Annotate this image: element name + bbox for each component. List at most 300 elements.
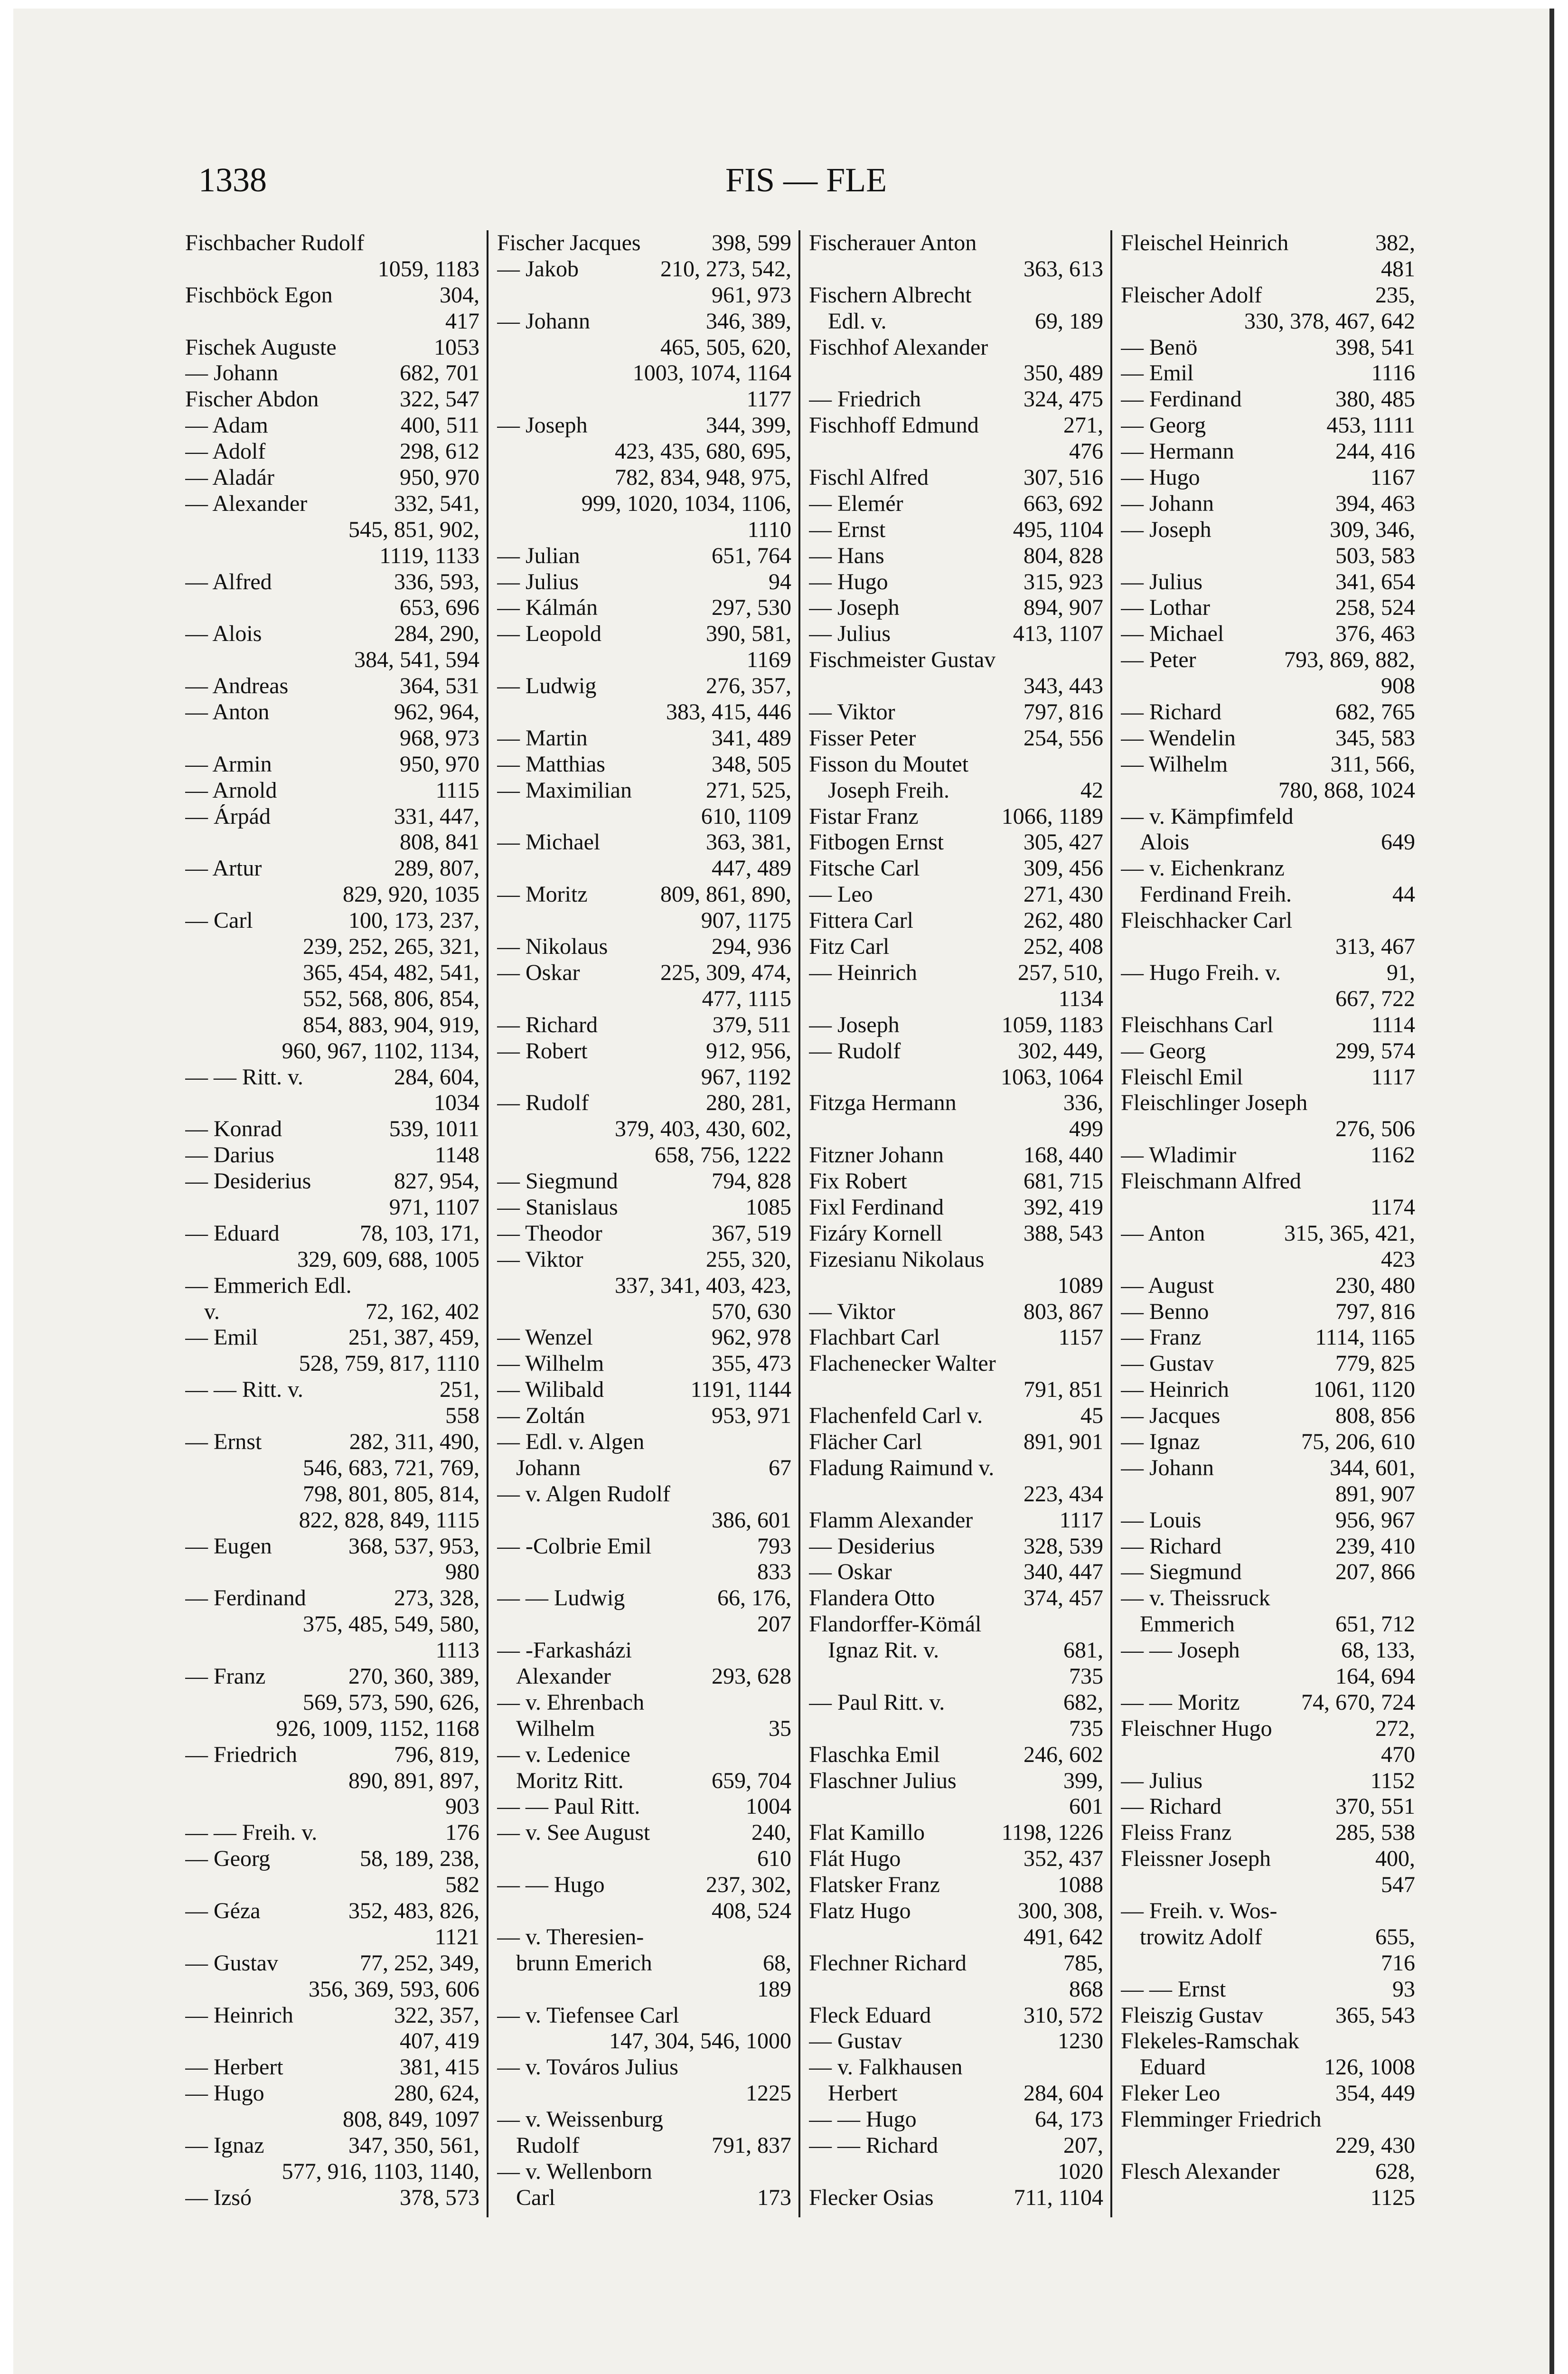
index-entry — [497, 1195, 791, 1221]
entry-page-refs-continued: 164, 694 — [1335, 1663, 1415, 1689]
entry-page-refs-continued: 375, 485, 549, 580, — [303, 1611, 479, 1637]
entry-page-refs: 91, — [1387, 960, 1415, 985]
entry-page-refs: 381, 415 — [400, 2054, 479, 2080]
entry-page-refs: 254, 556 — [1023, 725, 1103, 751]
entry-name: — Jacques — [1121, 1403, 1221, 1429]
index-column-4 — [1121, 230, 1415, 2217]
entry-page-refs-continued: 1110 — [747, 517, 791, 542]
index-entry — [809, 829, 1103, 856]
entry-line — [1121, 413, 1415, 439]
entry-name: — Johann — [1121, 490, 1214, 516]
entry-page-refs-continued: 384, 541, 594 — [354, 647, 479, 673]
entry-name: — Anton — [185, 699, 270, 725]
entry-name: — Ignaz — [1121, 1429, 1200, 1454]
entry-line — [1121, 1065, 1415, 1091]
entry-name: Flechner Richard — [809, 1950, 967, 1976]
index-entry — [809, 1846, 1103, 1872]
entry-page-refs: 322, 547 — [400, 386, 479, 412]
index-entry — [1121, 283, 1415, 335]
entry-name: — Gustav — [809, 2028, 902, 2054]
entry-line — [809, 829, 1103, 856]
entry-line — [497, 752, 791, 778]
index-entry — [497, 1638, 791, 1664]
entry-page-refs: 1116 — [1371, 360, 1415, 386]
index-entry — [497, 1351, 791, 1377]
entry-page-refs-continued: 379, 403, 430, 602, — [615, 1116, 791, 1142]
entry-page-refs: 1117 — [1059, 1507, 1103, 1533]
entry-line — [185, 1664, 479, 1690]
entry-name: Fistar Franz — [809, 803, 919, 829]
entry-line — [1121, 2159, 1415, 2185]
entry-page-refs: 276, 357, — [706, 673, 791, 699]
entry-line — [185, 283, 479, 309]
entry-page-refs-continued: 547 — [1381, 1872, 1415, 1898]
entry-name: — v. Tiefensee Carl — [497, 2002, 679, 2028]
entry-line — [809, 2054, 1103, 2081]
entry-line — [1121, 804, 1415, 830]
entry-page-refs-continued: 968, 973 — [400, 725, 479, 751]
entry-name: Fleiss Franz — [1121, 1820, 1232, 1846]
entry-page-refs: 289, 807, — [394, 856, 479, 881]
entry-page-refs: 341, 489 — [712, 725, 791, 751]
index-entry — [497, 2003, 791, 2055]
entry-name: — Julian — [497, 543, 580, 568]
entry-name: — Konrad — [185, 1116, 282, 1142]
entry-name: — Joseph — [497, 413, 588, 438]
entry-page-refs-continued: 1121 — [434, 1924, 479, 1950]
entry-page-refs: 341, 654 — [1335, 569, 1415, 594]
entry-page-refs-continued: 822, 828, 849, 1115 — [299, 1507, 479, 1533]
entry-line — [1121, 621, 1415, 647]
entry-line — [809, 2003, 1103, 2029]
entry-page-refs-continued: 1169 — [746, 647, 791, 673]
entry-name: — Johann — [497, 308, 590, 334]
index-entry — [185, 1142, 479, 1168]
entry-name: Flachbart Carl — [809, 1325, 940, 1350]
entry-line — [1121, 595, 1415, 621]
entry-page-refs: 284, 604 — [1023, 2081, 1103, 2106]
entry-name: — Benö — [1121, 334, 1198, 360]
entry-name: Johann — [516, 1455, 581, 1480]
entry-line — [809, 778, 1103, 804]
entry-line — [497, 2185, 791, 2211]
entry-name: — Andreas — [185, 673, 289, 699]
entry-page-refs: 68, — [763, 1950, 791, 1976]
entry-name: Fizesianu Nikolaus — [809, 1246, 985, 1272]
entry-page-refs-continued: 960, 967, 1102, 1134, — [282, 1038, 479, 1064]
entry-line — [497, 1455, 791, 1481]
index-entry — [185, 1742, 479, 1820]
entry-line — [809, 882, 1103, 908]
entry-name: Edl. v. — [828, 308, 887, 334]
index-entry — [497, 778, 791, 830]
entry-page-refs: 309, 346, — [1330, 517, 1415, 542]
entry-line — [809, 1820, 1103, 1846]
entry-line — [1121, 1716, 1415, 1742]
index-entry — [1121, 360, 1415, 386]
entry-line — [1121, 1090, 1415, 1116]
entry-line — [185, 1221, 479, 1247]
entry-name: — Richard — [1121, 1794, 1221, 1819]
entry-page-refs: 344, 601, — [1330, 1455, 1415, 1480]
index-entry — [809, 1898, 1103, 1950]
entry-line — [809, 1611, 1103, 1638]
index-entry — [809, 1559, 1103, 1585]
entry-page-refs: 100, 173, 237, — [348, 908, 479, 933]
entry-name: — Michael — [1121, 621, 1224, 647]
entry-page-refs: 779, 825 — [1335, 1351, 1415, 1376]
entry-page-refs-continued: 470 — [1381, 1742, 1415, 1767]
entry-name: — Martin — [497, 725, 588, 751]
entry-page-refs: 305, 427 — [1023, 829, 1103, 855]
entry-name: Fischer Jacques — [497, 230, 641, 255]
entry-page-refs-continued: 477, 1115 — [702, 986, 791, 1011]
entry-page-refs: 355, 473 — [712, 1351, 791, 1376]
entry-line — [809, 1950, 1103, 1977]
entry-name: Fleker Leo — [1121, 2081, 1221, 2106]
entry-line — [1121, 230, 1415, 256]
entry-page-refs: 66, 176, — [717, 1585, 791, 1611]
entry-line — [809, 1638, 1103, 1664]
entry-page-refs: 1162 — [1370, 1142, 1415, 1168]
entry-page-refs: 793 — [757, 1533, 791, 1559]
index-entry — [809, 882, 1103, 908]
entry-page-refs: 891, 901 — [1023, 1429, 1103, 1454]
entry-page-refs: 785, — [1063, 1950, 1103, 1976]
entry-name: Flemminger Friedrich — [1121, 2107, 1322, 2132]
entry-page-refs-continued: 716 — [1381, 1950, 1415, 1976]
entry-name: — Leo — [809, 882, 873, 907]
entry-page-refs: 64, 173 — [1035, 2107, 1103, 2132]
entry-name: — Eugen — [185, 1533, 272, 1559]
index-entry — [809, 1768, 1103, 1820]
entry-name: — v. Ledenice — [497, 1742, 630, 1767]
entry-name: Fischbacher Rudolf — [185, 230, 365, 255]
entry-page-refs: 246, 602 — [1023, 1742, 1103, 1767]
index-entry — [185, 1065, 479, 1117]
entry-page-refs: 398, 599 — [712, 230, 791, 255]
entry-page-refs: 950, 970 — [400, 751, 479, 777]
entry-page-refs: 345, 583 — [1335, 725, 1415, 751]
entry-page-refs: 93 — [1392, 1976, 1415, 2002]
entry-page-refs: 69, 189 — [1035, 308, 1103, 334]
entry-page-refs: 797, 816 — [1023, 699, 1103, 725]
index-entry — [185, 465, 479, 491]
entry-line — [185, 413, 479, 439]
entry-page-refs: 207, 866 — [1335, 1559, 1415, 1585]
entry-page-refs: 72, 162, 402 — [366, 1299, 479, 1324]
entry-line — [809, 621, 1103, 647]
entry-name: — Joseph — [1121, 517, 1211, 542]
entry-name: — Alois — [185, 621, 262, 647]
entry-page-refs: 35 — [769, 1715, 791, 1741]
entry-line — [497, 960, 791, 986]
index-entry — [809, 230, 1103, 283]
index-entry — [809, 1690, 1103, 1742]
entry-line — [185, 1742, 479, 1768]
entry-name: — -Colbrie Emil — [497, 1533, 652, 1559]
entry-line — [1121, 1611, 1415, 1638]
entry-page-refs-continued: 1177 — [746, 386, 791, 412]
entry-line — [1121, 386, 1415, 413]
entry-line — [497, 256, 791, 283]
entry-page-refs: 378, 573 — [400, 2185, 479, 2210]
entry-page-refs-continued: 798, 801, 805, 814, — [303, 1481, 479, 1507]
entry-name: — August — [1121, 1272, 1214, 1298]
index-entry — [1121, 595, 1415, 621]
entry-line — [1121, 517, 1415, 543]
index-entry — [1121, 621, 1415, 647]
entry-page-refs-continued: 907, 1175 — [701, 908, 791, 933]
entry-page-refs-continued: 417 — [445, 308, 479, 334]
entry-line — [185, 804, 479, 830]
entry-page-refs-continued: 829, 920, 1035 — [343, 882, 479, 907]
entry-page-refs: 271, — [1063, 413, 1103, 438]
index-entry — [497, 1664, 791, 1690]
entry-line — [497, 230, 791, 256]
entry-line — [809, 752, 1103, 778]
entry-name: Ignaz Rit. v. — [828, 1638, 939, 1663]
entry-name: — — Paul Ritt. — [497, 1794, 640, 1819]
entry-page-refs: 1198, 1226 — [1001, 1820, 1103, 1846]
entry-name: — — Ritt. v. — [185, 1377, 303, 1403]
index-entry — [1121, 1221, 1415, 1273]
entry-line — [185, 230, 479, 256]
entry-page-refs: 207, — [1063, 2133, 1103, 2158]
entry-line — [809, 230, 1103, 256]
entry-line — [1121, 1638, 1415, 1664]
entry-page-refs-continued: 980 — [445, 1559, 479, 1585]
entry-page-refs-continued: 239, 252, 265, 321, — [303, 934, 479, 960]
entry-line — [809, 804, 1103, 830]
index-entry — [1121, 829, 1415, 856]
entry-page-refs-continued: 386, 601 — [712, 1507, 791, 1533]
entry-name: Flandorffer-Kömál — [809, 1611, 982, 1637]
entry-line — [1121, 1351, 1415, 1377]
entry-line — [1121, 465, 1415, 491]
entry-page-refs: 262, 480 — [1023, 908, 1103, 933]
index-entry — [809, 283, 1103, 309]
entry-line — [497, 1794, 791, 1820]
index-entry — [497, 725, 791, 752]
entry-page-refs: 298, 612 — [400, 439, 479, 464]
entry-line — [809, 309, 1103, 335]
index-entry — [185, 569, 479, 622]
entry-line — [809, 386, 1103, 413]
entry-page-refs: 293, 628 — [712, 1663, 791, 1689]
index-entry — [1121, 856, 1415, 882]
entry-name: — Robert — [497, 1038, 588, 1064]
entry-line — [1121, 856, 1415, 882]
entry-page-refs-continued: 408, 524 — [712, 1898, 791, 1923]
entry-page-refs: 827, 954, — [394, 1168, 479, 1194]
index-entry — [185, 1273, 479, 1299]
index-entry — [497, 256, 791, 309]
entry-page-refs: 352, 483, 826, — [348, 1898, 479, 1923]
entry-page-refs: 367, 519 — [712, 1220, 791, 1246]
entry-page-refs: 251, — [440, 1377, 479, 1403]
index-entry — [1121, 752, 1415, 804]
entry-name: — Leopold — [497, 621, 601, 647]
entry-line — [497, 1820, 791, 1846]
index-entry — [497, 1455, 791, 1481]
index-entry — [185, 621, 479, 673]
entry-line — [497, 1247, 791, 1273]
entry-page-refs-continued: 207 — [757, 1611, 791, 1637]
entry-line — [497, 1638, 791, 1664]
index-entry — [809, 1351, 1103, 1403]
entry-page-refs-continued: 854, 883, 904, 919, — [303, 1012, 479, 1037]
index-entry — [809, 1429, 1103, 1455]
entry-line — [809, 1872, 1103, 1898]
index-entry — [809, 934, 1103, 960]
index-entry — [497, 1012, 791, 1038]
index-entry — [185, 230, 479, 283]
entry-line — [809, 699, 1103, 725]
entry-line — [1121, 2107, 1415, 2133]
entry-page-refs: 94 — [769, 569, 791, 594]
index-entry — [809, 335, 1103, 387]
entry-line — [185, 2185, 479, 2211]
entry-page-refs: 168, 440 — [1023, 1142, 1103, 1168]
entry-line — [809, 960, 1103, 986]
entry-line — [809, 1195, 1103, 1221]
index-entry — [497, 2054, 791, 2107]
entry-page-refs: 791, 837 — [712, 2133, 791, 2158]
index-entry — [809, 569, 1103, 595]
entry-page-refs: 651, 764 — [712, 543, 791, 568]
entry-line — [185, 1142, 479, 1168]
index-entry — [809, 804, 1103, 830]
entry-page-refs-continued: 313, 467 — [1335, 934, 1415, 960]
entry-page-refs-continued: 329, 609, 688, 1005 — [297, 1246, 479, 1272]
entry-line — [809, 413, 1103, 439]
entry-line — [185, 1168, 479, 1195]
index-entry — [809, 699, 1103, 725]
entry-name: — Hugo — [185, 2081, 264, 2106]
index-entry — [497, 934, 791, 960]
index-entry — [1121, 2159, 1415, 2211]
entry-name: — Richard — [497, 1012, 598, 1037]
entry-page-refs: 962, 978 — [712, 1325, 791, 1350]
entry-name: — Heinrich — [809, 960, 917, 985]
entry-name: Eduard — [1140, 2054, 1206, 2080]
entry-line — [809, 647, 1103, 673]
index-entry — [1121, 1168, 1415, 1221]
entry-page-refs-continued: 735 — [1069, 1663, 1103, 1689]
entry-page-refs: 74, 670, 724 — [1301, 1689, 1415, 1715]
entry-page-refs: 45 — [1080, 1403, 1103, 1429]
index-entry — [1121, 699, 1415, 725]
entry-page-refs-continued: 808, 849, 1097 — [343, 2107, 479, 2132]
entry-line — [809, 1247, 1103, 1273]
entry-line — [809, 1534, 1103, 1560]
entry-page-refs: 651, 712 — [1335, 1611, 1415, 1637]
entry-page-refs: 808, 856 — [1335, 1403, 1415, 1429]
index-entry — [497, 1090, 791, 1168]
entry-name: — Ferdinand — [185, 1585, 306, 1611]
entry-name: — Siegmund — [497, 1168, 618, 1194]
index-entry — [185, 1585, 479, 1664]
index-entry — [1121, 1403, 1415, 1429]
entry-page-refs-continued: 971, 1107 — [389, 1194, 479, 1220]
entry-page-refs-continued: 189 — [757, 1976, 791, 2002]
entry-line — [1121, 1898, 1415, 1924]
entry-page-refs: 1114 — [1371, 1012, 1415, 1037]
entry-page-refs: 1148 — [434, 1142, 479, 1168]
entry-line — [1121, 2054, 1415, 2081]
index-entry — [1121, 439, 1415, 465]
entry-line — [185, 778, 479, 804]
entry-line — [185, 1065, 479, 1091]
entry-page-refs: 346, 389, — [706, 308, 791, 334]
entry-line — [185, 621, 479, 647]
entry-line — [1121, 1221, 1415, 1247]
index-entry — [497, 2107, 791, 2133]
entry-page-refs: 413, 1107 — [1013, 621, 1103, 647]
entry-name: Flachenecker Walter — [809, 1351, 996, 1376]
index-entry — [497, 960, 791, 1012]
index-entry — [185, 2133, 479, 2185]
column-divider — [1110, 230, 1112, 2217]
entry-page-refs: 1061, 1120 — [1313, 1377, 1415, 1403]
entry-line — [1121, 335, 1415, 361]
entry-line — [809, 2185, 1103, 2211]
index-entry — [497, 1716, 791, 1742]
entry-line — [497, 309, 791, 335]
entry-line — [1121, 2081, 1415, 2107]
entry-line — [497, 673, 791, 699]
entry-line — [1121, 439, 1415, 465]
index-entry — [809, 1299, 1103, 1325]
index-entry — [809, 2107, 1103, 2133]
index-entry — [809, 2054, 1103, 2081]
entry-page-refs-continued: 610 — [757, 1846, 791, 1872]
index-entry — [809, 1534, 1103, 1560]
index-entry — [1121, 725, 1415, 752]
index-entry — [185, 1534, 479, 1586]
index-entry — [809, 1325, 1103, 1351]
entry-line — [185, 699, 479, 725]
entry-page-refs-continued: 601 — [1069, 1794, 1103, 1819]
entry-page-refs: 280, 624, — [394, 2081, 479, 2106]
index-entry — [185, 360, 479, 386]
entry-line — [497, 1481, 791, 1507]
entry-page-refs: 649 — [1381, 829, 1415, 855]
index-entry — [809, 1742, 1103, 1768]
entry-page-refs-continued: 365, 454, 482, 541, — [303, 960, 479, 985]
index-entry — [497, 673, 791, 725]
entry-name: — Darius — [185, 1142, 274, 1168]
index-entry — [809, 2081, 1103, 2107]
index-entry — [185, 283, 479, 335]
entry-name: — Herbert — [185, 2054, 283, 2080]
entry-line — [185, 2003, 479, 2029]
index-entry — [185, 491, 479, 569]
entry-name: Alexander — [516, 1663, 611, 1689]
entry-page-refs-continued: 1059, 1183 — [377, 256, 479, 282]
entry-page-refs-continued: 503, 583 — [1335, 543, 1415, 568]
index-entry — [809, 1090, 1103, 1142]
entry-line — [185, 335, 479, 361]
entry-name: Fischern Albrecht — [809, 282, 972, 308]
index-entry — [809, 2003, 1103, 2029]
entry-name: Fischmeister Gustav — [809, 647, 996, 673]
entry-line — [809, 1742, 1103, 1768]
entry-name: — Julius — [1121, 1768, 1203, 1793]
entry-line — [809, 1142, 1103, 1168]
entry-name: — Carl — [185, 908, 253, 933]
